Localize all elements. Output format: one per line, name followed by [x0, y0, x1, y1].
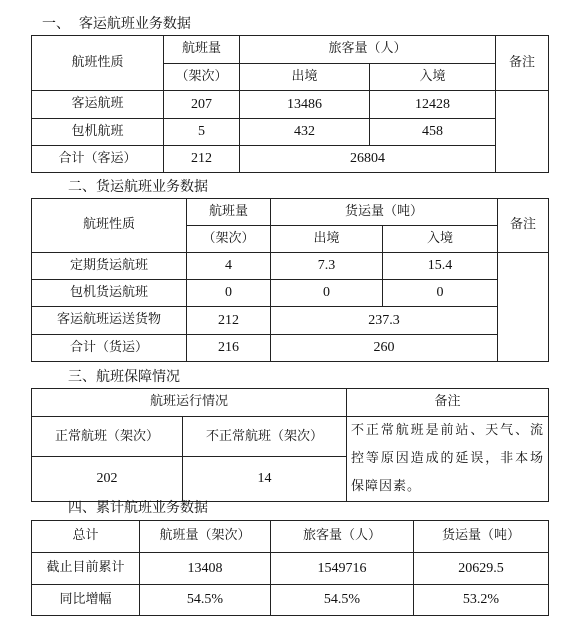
cell-label: 截止目前累计 — [32, 553, 140, 585]
cell-flights: 13408 — [140, 553, 271, 585]
cell-cargo: 53.2% — [414, 585, 549, 616]
header-inbound: 入境 — [370, 64, 496, 91]
cell-outbound: 13486 — [240, 91, 370, 119]
header-remark: 备注 — [347, 389, 549, 417]
cell-total-value: 26804 — [240, 146, 496, 173]
table-row — [32, 253, 549, 280]
cell-flights: 212 — [187, 307, 271, 335]
cell-total-flights: 212 — [164, 146, 240, 173]
cell-cargo: 20629.5 — [414, 553, 549, 585]
table-row — [32, 280, 549, 307]
cell-abnormal-flights: 14 — [183, 457, 347, 502]
cell-total-label: 合计（货运） — [32, 335, 187, 362]
header-normal-flights: 正常航班（架次） — [32, 417, 183, 457]
total-row — [32, 146, 549, 173]
cell-nature: 客运航班 — [32, 91, 164, 119]
flight-support-table — [31, 388, 549, 502]
cell-inbound: 15.4 — [383, 253, 498, 280]
section-3-title: 三、航班保障情况 — [68, 369, 180, 385]
cell-inbound: 458 — [370, 119, 496, 146]
cell-flights: 5 — [164, 119, 240, 146]
cell-flights: 0 — [187, 280, 271, 307]
table-row — [32, 307, 549, 335]
header-cargo-volume: 货运量（吨） — [271, 199, 498, 226]
cell-total-label: 合计（客运） — [32, 146, 164, 173]
header-remark: 备注 — [498, 199, 549, 253]
cell-nature: 包机货运航班 — [32, 280, 187, 307]
cell-nature: 包机航班 — [32, 119, 164, 146]
header-abnormal-flights: 不正常航班（架次） — [183, 417, 347, 457]
cell-outbound: 432 — [240, 119, 370, 146]
remark-text: 不正常航班是前站、天气、流控等原因造成的延误，非本场保障因素。 — [347, 417, 549, 502]
cell-inbound: 12428 — [370, 91, 496, 119]
header-flights-line2: （架次） — [187, 226, 271, 253]
header-flights: 航班量（架次） — [140, 521, 271, 553]
cell-flights: 4 — [187, 253, 271, 280]
cell-passengers: 54.5% — [271, 585, 414, 616]
table-row — [32, 119, 549, 146]
table-row — [32, 585, 549, 616]
header-flights-line2: （架次） — [164, 64, 240, 91]
cell-merged-value: 237.3 — [271, 307, 498, 335]
total-row — [32, 335, 549, 362]
cell-total-flights: 216 — [187, 335, 271, 362]
header-flights-line1: 航班量 — [164, 36, 240, 64]
cell-flights: 207 — [164, 91, 240, 119]
header-operation-status: 航班运行情况 — [32, 389, 347, 417]
header-passengers: 旅客量（人） — [271, 521, 414, 553]
header-flight-nature: 航班性质 — [32, 199, 187, 253]
header-passenger-volume: 旅客量（人） — [240, 36, 496, 64]
cell-outbound: 0 — [271, 280, 383, 307]
header-outbound: 出境 — [240, 64, 370, 91]
cell-outbound: 7.3 — [271, 253, 383, 280]
cell-label: 同比增幅 — [32, 585, 140, 616]
header-flight-nature: 航班性质 — [32, 36, 164, 91]
section-2-title: 二、货运航班业务数据 — [68, 179, 208, 195]
cargo-flights-table — [31, 198, 549, 362]
cell-nature: 定期货运航班 — [32, 253, 187, 280]
cell-total-value: 260 — [271, 335, 498, 362]
table-row — [32, 91, 549, 119]
cumulative-table — [31, 520, 549, 616]
header-total: 总计 — [32, 521, 140, 553]
section-1-title: 一、 客运航班业务数据 — [42, 16, 191, 32]
cell-nature: 客运航班运送货物 — [32, 307, 187, 335]
section-4-title: 四、累计航班业务数据 — [68, 500, 208, 516]
table-row — [32, 553, 549, 585]
header-remark: 备注 — [496, 36, 549, 91]
passenger-flights-table — [31, 35, 549, 173]
header-flights-line1: 航班量 — [187, 199, 271, 226]
header-outbound: 出境 — [271, 226, 383, 253]
cell-inbound: 0 — [383, 280, 498, 307]
header-cargo: 货运量（吨） — [414, 521, 549, 553]
cell-remark — [496, 91, 549, 173]
header-inbound: 入境 — [383, 226, 498, 253]
cell-flights: 54.5% — [140, 585, 271, 616]
cell-passengers: 1549716 — [271, 553, 414, 585]
cell-remark — [498, 253, 549, 362]
cell-normal-flights: 202 — [32, 457, 183, 502]
